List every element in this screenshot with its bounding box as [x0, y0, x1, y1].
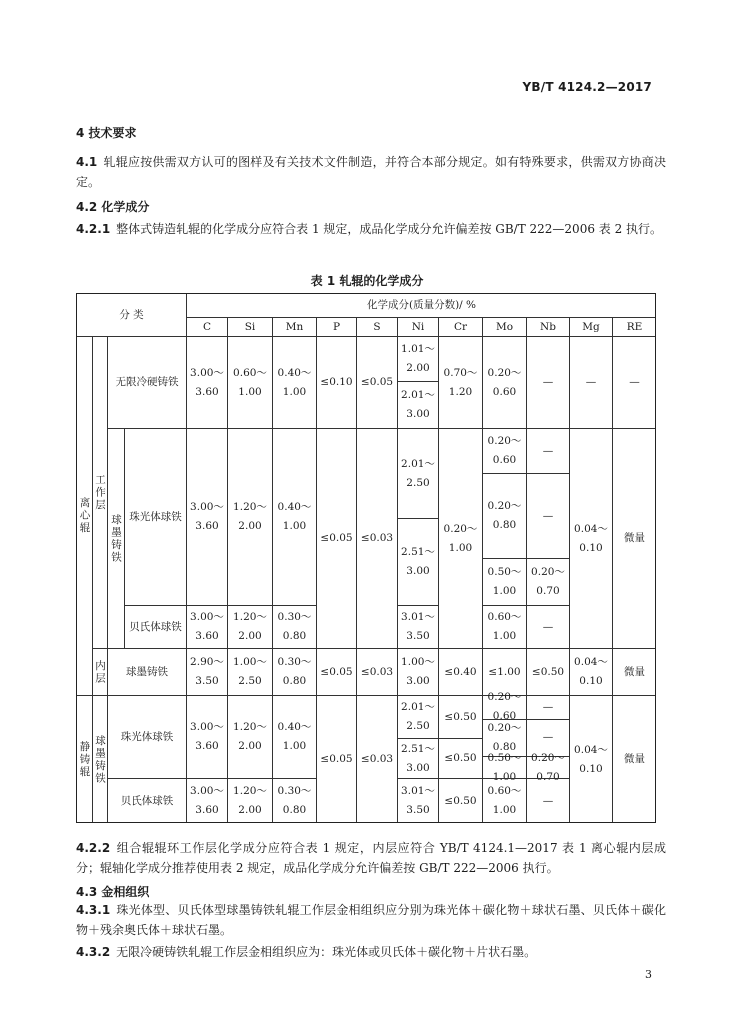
r6-si-text: 1.20～ 2.00 — [233, 785, 267, 816]
label-centrifugal — [76, 336, 92, 695]
r2-mo-b — [482, 473, 526, 558]
r5-nb-a — [526, 695, 569, 719]
r1-mo — [482, 336, 526, 428]
r5-c — [186, 695, 227, 778]
r1-mg-text: — — [585, 376, 597, 388]
col-re-text: RE — [626, 320, 643, 333]
section-4-2-2-text: 组合辊辊环工作层化学成分应符合表 1 规定，内层应符合 YB/T 4124.1—2017 表 1 离心辊内层成分；辊轴化学成分推荐使用表 2 规定，成品化学成分允许偏差按 GB/T 222—2006 执行。 — [76, 841, 666, 875]
label-centrifugal-text: 离心辊 — [78, 497, 91, 535]
cw-mg-text: 0.04～ 0.10 — [574, 522, 608, 554]
r4-p-text: ≤0.05 — [320, 665, 353, 678]
r2-c — [186, 428, 227, 605]
r6-mo — [482, 778, 526, 823]
r1-re-text: — — [629, 376, 640, 388]
r5-nb-b-text: — — [542, 731, 554, 744]
label-static-bainitic-text: 贝氏体球铁 — [120, 794, 174, 807]
label-inner-nodular — [107, 648, 186, 695]
col-mo-text: Mo — [495, 320, 514, 333]
st-re-text: 微量 — [624, 753, 645, 765]
r2-nb-a-text: — — [542, 444, 554, 457]
r5-si-text: 1.20～ 2.00 — [233, 721, 267, 752]
r2-si-text: 1.20～ 2.00 — [233, 501, 267, 532]
r2-ni-a-text: 2.01～ 2.50 — [401, 457, 435, 489]
col-s-text: S — [373, 320, 381, 333]
r2-nb-a — [526, 428, 569, 473]
r2-ni-b-text: 2.51～ 3.00 — [401, 546, 435, 577]
r6-cr-text: ≤0.50 — [444, 794, 477, 807]
r1-nb — [526, 336, 569, 428]
section-4-2-1 — [76, 219, 666, 239]
label-static-nodular — [92, 695, 107, 823]
r4-c-text: 2.90～ 3.50 — [190, 656, 224, 687]
r6-ni-text: 3.01～ 3.50 — [401, 785, 435, 816]
label-static-nodular-text: 球墨铸铁 — [94, 734, 106, 785]
r6-mn-text: 0.30～ 0.80 — [277, 785, 312, 816]
r3-si — [227, 605, 272, 648]
r5-nb-c-text: 0.20～ 0.70 — [531, 751, 565, 783]
st-p — [316, 695, 356, 823]
r2-mo-c — [482, 558, 526, 605]
cw-s-text: ≤0.03 — [360, 532, 394, 544]
r1-ni-b-text: 2.01～ 3.00 — [401, 389, 435, 420]
r1-mg — [569, 336, 612, 428]
col-p-text: P — [332, 320, 341, 333]
r2-ni-b — [397, 518, 438, 605]
col-ni — [397, 317, 438, 336]
r2-nb-c — [526, 558, 569, 605]
col-nb — [526, 317, 569, 336]
r5-mo-c-text: 0.50～ 1.00 — [487, 751, 522, 783]
col-ni-text: Ni — [411, 320, 425, 333]
r4-cr — [438, 648, 482, 695]
section-4-3-2-number: 4.3.2 — [76, 945, 111, 959]
r5-mn-text: 0.40～ 1.00 — [277, 721, 312, 752]
r6-mo-text: 0.60～ 1.00 — [487, 785, 522, 816]
section-4-2-heading: 4.2 化学成分 — [76, 200, 150, 214]
cw-cr — [438, 428, 482, 648]
label-static-cast-text: 静铸辊 — [78, 740, 91, 779]
st-s — [356, 695, 397, 823]
r4-mg-text: 0.04～ 0.10 — [574, 656, 608, 687]
r2-nb-b-text: — — [542, 509, 554, 522]
r4-mn — [272, 648, 316, 695]
r4-ni — [397, 648, 438, 695]
section-4-2-1-number: 4.2.1 — [76, 222, 111, 236]
r4-ni-text: 1.00～ 3.00 — [401, 656, 435, 687]
col-mg-text: Mg — [582, 320, 600, 333]
r3-nb — [526, 605, 569, 648]
r1-ni-a-text: 1.01～ 2.00 — [401, 343, 435, 374]
r3-si-text: 1.20～ 2.00 — [233, 611, 267, 642]
r6-si — [227, 778, 272, 823]
col-si-text: Si — [244, 320, 256, 333]
st-mg-text: 0.04～ 0.10 — [574, 743, 608, 775]
col-c — [186, 317, 227, 336]
label-chilled-iron — [107, 336, 186, 428]
table-caption: 表 1 轧辊的化学成分 — [310, 274, 424, 288]
r2-mo-c-text: 0.50～ 1.00 — [487, 566, 522, 597]
col-si — [227, 317, 272, 336]
r1-mn-text: 0.40～ 1.00 — [277, 366, 312, 398]
col-p — [316, 317, 356, 336]
r6-nb-text: — — [542, 794, 554, 807]
r2-mo-b-text: 0.20～ 0.80 — [487, 500, 522, 531]
r5-cr-a — [438, 695, 482, 738]
col-re — [612, 317, 656, 336]
label-static-pearlitic-text: 珠光体球铁 — [120, 730, 174, 743]
page-number: 3 — [645, 968, 652, 981]
r4-mn-text: 0.30～ 0.80 — [277, 656, 312, 687]
r3-mn — [272, 605, 316, 648]
label-work-layer — [92, 336, 107, 648]
r3-ni — [397, 605, 438, 648]
r5-c-text: 3.00～ 3.60 — [190, 721, 224, 752]
label-nodular-cast-text: 球墨铸铁 — [110, 513, 122, 564]
cw-mg — [569, 428, 612, 648]
r6-mn — [272, 778, 316, 823]
label-chilled-iron-text: 无限冷硬铸铁 — [115, 376, 179, 388]
r3-mo-text: 0.60～ 1.00 — [487, 611, 522, 642]
r4-re-text: 微量 — [624, 665, 645, 678]
r5-ni-b-text: 2.51～ 3.00 — [401, 742, 435, 774]
r4-c — [186, 648, 227, 695]
r1-s-text: ≤0.05 — [360, 376, 394, 388]
r5-ni-b — [397, 738, 438, 778]
r4-nb — [526, 648, 569, 695]
chemical-composition-table — [76, 293, 656, 823]
r5-cr-b-text: ≤0.50 — [444, 752, 477, 764]
r1-p — [316, 336, 356, 428]
label-inner-layer-text: 内层 — [94, 659, 106, 685]
r3-c-text: 3.00～ 3.60 — [190, 611, 224, 642]
r1-mo-text: 0.20～ 0.60 — [487, 366, 522, 398]
col-cr-text: Cr — [453, 320, 468, 333]
label-bainitic-nodular — [124, 605, 186, 648]
r4-si — [227, 648, 272, 695]
section-4-3-2 — [76, 942, 666, 962]
section-4-1-text: 轧辊应按供需双方认可的图样及有关技术文件制造，并符合本部分规定。如有特殊要求，供需双方协商决定。 — [76, 155, 666, 189]
section-4-2-2 — [76, 838, 666, 878]
r2-nb-b — [526, 473, 569, 558]
r3-nb-text: — — [542, 620, 554, 633]
r4-re — [612, 648, 656, 695]
label-work-layer-text: 工作层 — [94, 473, 106, 512]
r3-ni-text: 3.01～ 3.50 — [401, 611, 435, 642]
r6-ni — [397, 778, 438, 823]
r5-mo-c — [482, 751, 526, 783]
r2-mn — [272, 428, 316, 605]
section-4-3-1-number: 4.3.1 — [76, 903, 111, 917]
r4-mo-text: ≤1.00 — [488, 665, 521, 678]
r3-mo — [482, 605, 526, 648]
composition-group-header — [186, 293, 656, 317]
cw-re-text: 微量 — [624, 532, 645, 544]
col-mo — [482, 317, 526, 336]
r2-c-text: 3.00～ 3.60 — [190, 501, 224, 532]
r1-ni-a — [397, 336, 438, 381]
r5-cr-b — [438, 738, 482, 778]
label-inner-nodular-text: 球墨铸铁 — [126, 665, 168, 678]
r5-cr-a-text: ≤0.50 — [444, 710, 477, 723]
cw-re — [612, 428, 656, 648]
r2-nb-c-text: 0.20～ 0.70 — [531, 566, 565, 597]
r1-si-text: 0.60～ 1.00 — [233, 366, 267, 398]
section-4-3-heading: 4.3 金相组织 — [76, 885, 150, 899]
label-static-bainitic — [107, 778, 186, 823]
r6-c — [186, 778, 227, 823]
cw-s — [356, 428, 397, 648]
r1-c-text: 3.00～ 3.60 — [190, 366, 224, 398]
r1-c — [186, 336, 227, 428]
r5-si — [227, 695, 272, 778]
cw-p — [316, 428, 356, 648]
r4-p — [316, 648, 356, 695]
r5-nb-a-text: — — [542, 700, 554, 713]
class-header-text: 分 类 — [119, 308, 144, 321]
col-mg — [569, 317, 612, 336]
col-c-text: C — [202, 320, 212, 333]
col-nb-text: Nb — [540, 320, 556, 333]
col-mn — [272, 317, 316, 336]
st-p-text: ≤0.05 — [320, 753, 353, 765]
r2-mn-text: 0.40～ 1.00 — [277, 501, 312, 532]
col-mn-text: Mn — [285, 320, 304, 333]
r4-s — [356, 648, 397, 695]
r6-c-text: 3.00～ 3.60 — [190, 785, 224, 816]
r5-nb-c — [526, 751, 569, 783]
r3-mn-text: 0.30～ 0.80 — [277, 611, 312, 642]
label-inner-layer — [92, 648, 107, 695]
cw-cr-text: 0.20～ 1.00 — [443, 522, 478, 554]
label-pearlitic-nodular-text: 珠光体球铁 — [129, 510, 182, 523]
section-4-2-2-number: 4.2.2 — [76, 841, 111, 855]
r4-nb-text: ≤0.50 — [531, 665, 565, 678]
r4-s-text: ≤0.03 — [360, 665, 394, 678]
class-header — [76, 293, 186, 336]
cw-p-text: ≤0.05 — [320, 532, 353, 544]
r6-nb — [526, 778, 569, 823]
r1-nb-text: — — [542, 376, 554, 388]
r1-s — [356, 336, 397, 428]
r4-cr-text: ≤0.40 — [444, 665, 477, 678]
r3-c — [186, 605, 227, 648]
r2-mo-a-text: 0.20～ 0.60 — [487, 435, 522, 466]
r2-ni-a — [397, 428, 438, 518]
st-re — [612, 695, 656, 823]
r6-cr — [438, 778, 482, 823]
r2-mo-a — [482, 428, 526, 473]
r5-mn — [272, 695, 316, 778]
r5-mo-a — [482, 691, 526, 723]
section-4-3-1-text: 珠光体型、贝氏体型球墨铸铁轧辊工作层金相组织应分别为珠光体＋碳化物＋球状石墨、贝氏体＋碳化物＋残余奥氏体＋球状石墨。 — [76, 903, 666, 937]
r2-si — [227, 428, 272, 605]
label-static-cast — [76, 695, 92, 823]
composition-group-header-text: 化学成分(质量分数)/ % — [366, 299, 477, 311]
r5-mo-a-text: 0.20～ 0.60 — [487, 691, 522, 723]
r5-mo-b-text: 0.20～ 0.80 — [487, 721, 522, 753]
r1-mn — [272, 336, 316, 428]
col-cr — [438, 317, 482, 336]
r4-si-text: 1.00～ 2.50 — [233, 656, 267, 687]
r1-cr — [438, 336, 482, 428]
r5-ni-a — [397, 695, 438, 738]
section-4-3-2-text: 无限冷硬铸铁轧辊工作层金相组织应为：珠光体或贝氏体＋碳化物＋片状石墨。 — [116, 945, 537, 959]
st-mg — [569, 695, 612, 823]
section-4-2-1-text: 整体式铸造轧辊的化学成分应符合表 1 规定，成品化学成分允许偏差按 GB/T 222—2006 表 2 执行。 — [116, 222, 663, 236]
section-4-1-number: 4.1 — [76, 155, 98, 169]
standard-code: YB/T 4124.2—2017 — [522, 80, 652, 94]
r1-re — [612, 336, 656, 428]
r1-ni-b — [397, 381, 438, 428]
r5-ni-a-text: 2.01～ 2.50 — [401, 701, 435, 732]
r1-si — [227, 336, 272, 428]
section-4-3-1 — [76, 900, 666, 940]
r1-cr-text: 0.70～ 1.20 — [443, 366, 478, 398]
r4-mg — [569, 648, 612, 695]
label-pearlitic-nodular — [124, 428, 186, 605]
label-static-pearlitic — [107, 695, 186, 778]
label-nodular-cast — [107, 428, 124, 648]
st-s-text: ≤0.03 — [360, 753, 394, 765]
r1-p-text: ≤0.10 — [320, 376, 353, 388]
label-bainitic-nodular-text: 贝氏体球铁 — [129, 620, 182, 633]
col-s — [356, 317, 397, 336]
section-4-heading: 4 技术要求 — [76, 126, 137, 140]
section-4-1 — [76, 152, 666, 192]
